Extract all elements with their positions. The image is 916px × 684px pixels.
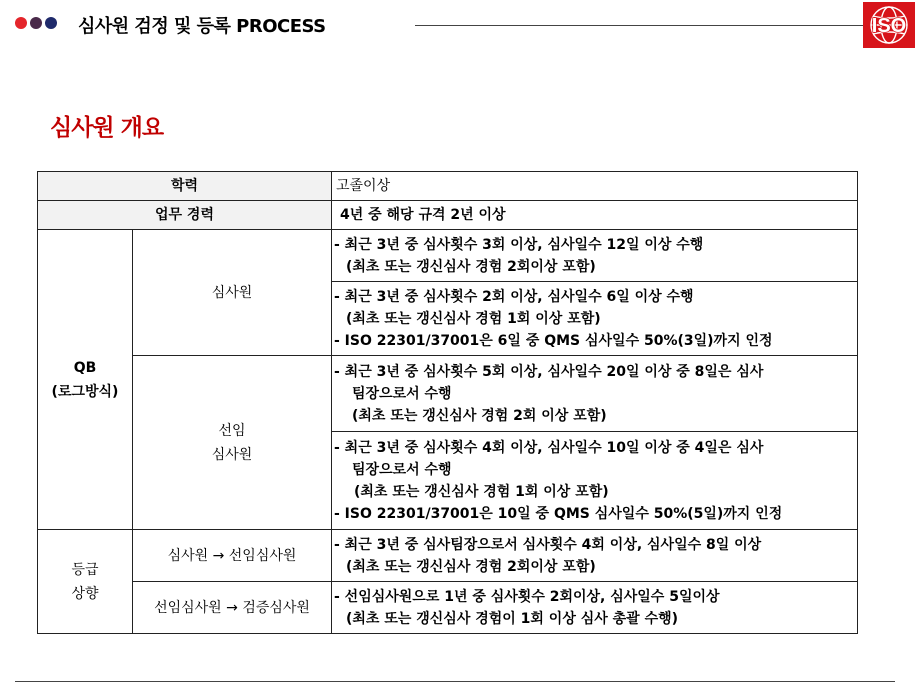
iso-logo: [863, 2, 915, 48]
header-divider: [415, 25, 865, 26]
lead-auditor-label-line2: 심사원: [211, 446, 253, 463]
upgrade-row1-label: 심사원 → 선임심사원: [133, 530, 332, 582]
navy-dot: [45, 17, 57, 29]
education-value: 고졸이상: [332, 172, 858, 201]
table-row: [38, 356, 858, 432]
upgrade-row1-line2: (최초 또는 갱신심사 경험 2회이상 포함): [346, 558, 596, 575]
table-row: [38, 530, 858, 582]
qb-label-line2: (로그방식): [51, 383, 119, 400]
lead-req2-line2: 팀장으로서 수행: [352, 461, 452, 478]
section-title: 심사원 개요: [50, 115, 164, 141]
qb-label-line1: QB: [73, 359, 97, 376]
lead-req1-line1: - 최근 3년 중 심사횟수 5회 이상, 심사일수 20일 이상 중 8일은 심사: [334, 363, 764, 380]
auditor-requirements-table: [37, 171, 858, 634]
auditor-req1-line2: (최초 또는 갱신심사 경험 2회이상 포함): [346, 258, 596, 275]
work-experience-label: 업무 경력: [38, 201, 332, 230]
auditor-label: 심사원: [133, 230, 332, 356]
auditor-req1-line1: - 최근 3년 중 심사횟수 3회 이상, 심사일수 12일 이상 수행: [334, 236, 704, 253]
header-title: 심사원 검정 및 등록 PROCESS: [78, 16, 326, 37]
lead-req2-line4: - ISO 22301/37001은 10일 중 QMS 심사일수 50%(5일)까지 인정: [334, 505, 783, 522]
upgrade-label-line1: 등급: [71, 561, 99, 578]
auditor-req2-line1: - 최근 3년 중 심사횟수 2회 이상, 심사일수 6일 이상 수행: [334, 288, 694, 305]
lead-auditor-requirement-2: [332, 432, 858, 530]
upgrade-row1-line1: - 최근 3년 중 심사팀장으로서 심사횟수 4회 이상, 심사일수 8일 이상: [334, 536, 762, 553]
upgrade-row2-requirement: [332, 582, 858, 634]
footer-divider: [15, 681, 895, 682]
lead-auditor-label-line1: 선임: [218, 422, 246, 439]
lead-req1-line3: (최초 또는 갱신심사 경험 2회 이상 포함): [352, 407, 607, 424]
upgrade-label-line2: 상향: [71, 585, 99, 602]
table-row: [38, 582, 858, 634]
red-dot: [15, 17, 27, 29]
lead-req2-line1: - 최근 3년 중 심사횟수 4회 이상, 심사일수 10일 이상 중 4일은 심사: [334, 439, 764, 456]
table-row: [38, 230, 858, 282]
education-label: 학력: [38, 172, 332, 201]
auditor-requirement-1: [332, 230, 858, 282]
auditor-req2-line2: (최초 또는 갱신심사 경험 1회 이상 포함): [346, 310, 601, 327]
lead-auditor-requirement-1: [332, 356, 858, 432]
work-experience-value: 4년 중 해당 규격 2년 이상: [332, 201, 858, 230]
lead-req1-line2: 팀장으로서 수행: [352, 385, 452, 402]
lead-auditor-label: [133, 356, 332, 530]
auditor-requirement-2: [332, 282, 858, 356]
table-row: [38, 201, 858, 230]
iso-logo-text: ISO: [871, 15, 907, 37]
upgrade-row1-requirement: [332, 530, 858, 582]
purple-dot: [30, 17, 42, 29]
upgrade-row2-line2: (최초 또는 갱신심사 경험이 1회 이상 심사 총괄 수행): [346, 610, 679, 627]
qb-label: [38, 230, 133, 530]
table-row: [38, 172, 858, 201]
lead-req2-line3: (최초 또는 갱신심사 경험 1회 이상 포함): [354, 483, 609, 500]
upgrade-label: [38, 530, 133, 634]
header-dots: [15, 17, 57, 29]
upgrade-row2-line1: - 선임심사원으로 1년 중 심사횟수 2회이상, 심사일수 5일이상: [334, 588, 720, 605]
upgrade-row2-label: 선임심사원 → 검증심사원: [133, 582, 332, 634]
auditor-req2-line3: - ISO 22301/37001은 6일 중 QMS 심사일수 50%(3일)까지 인정: [334, 332, 773, 349]
